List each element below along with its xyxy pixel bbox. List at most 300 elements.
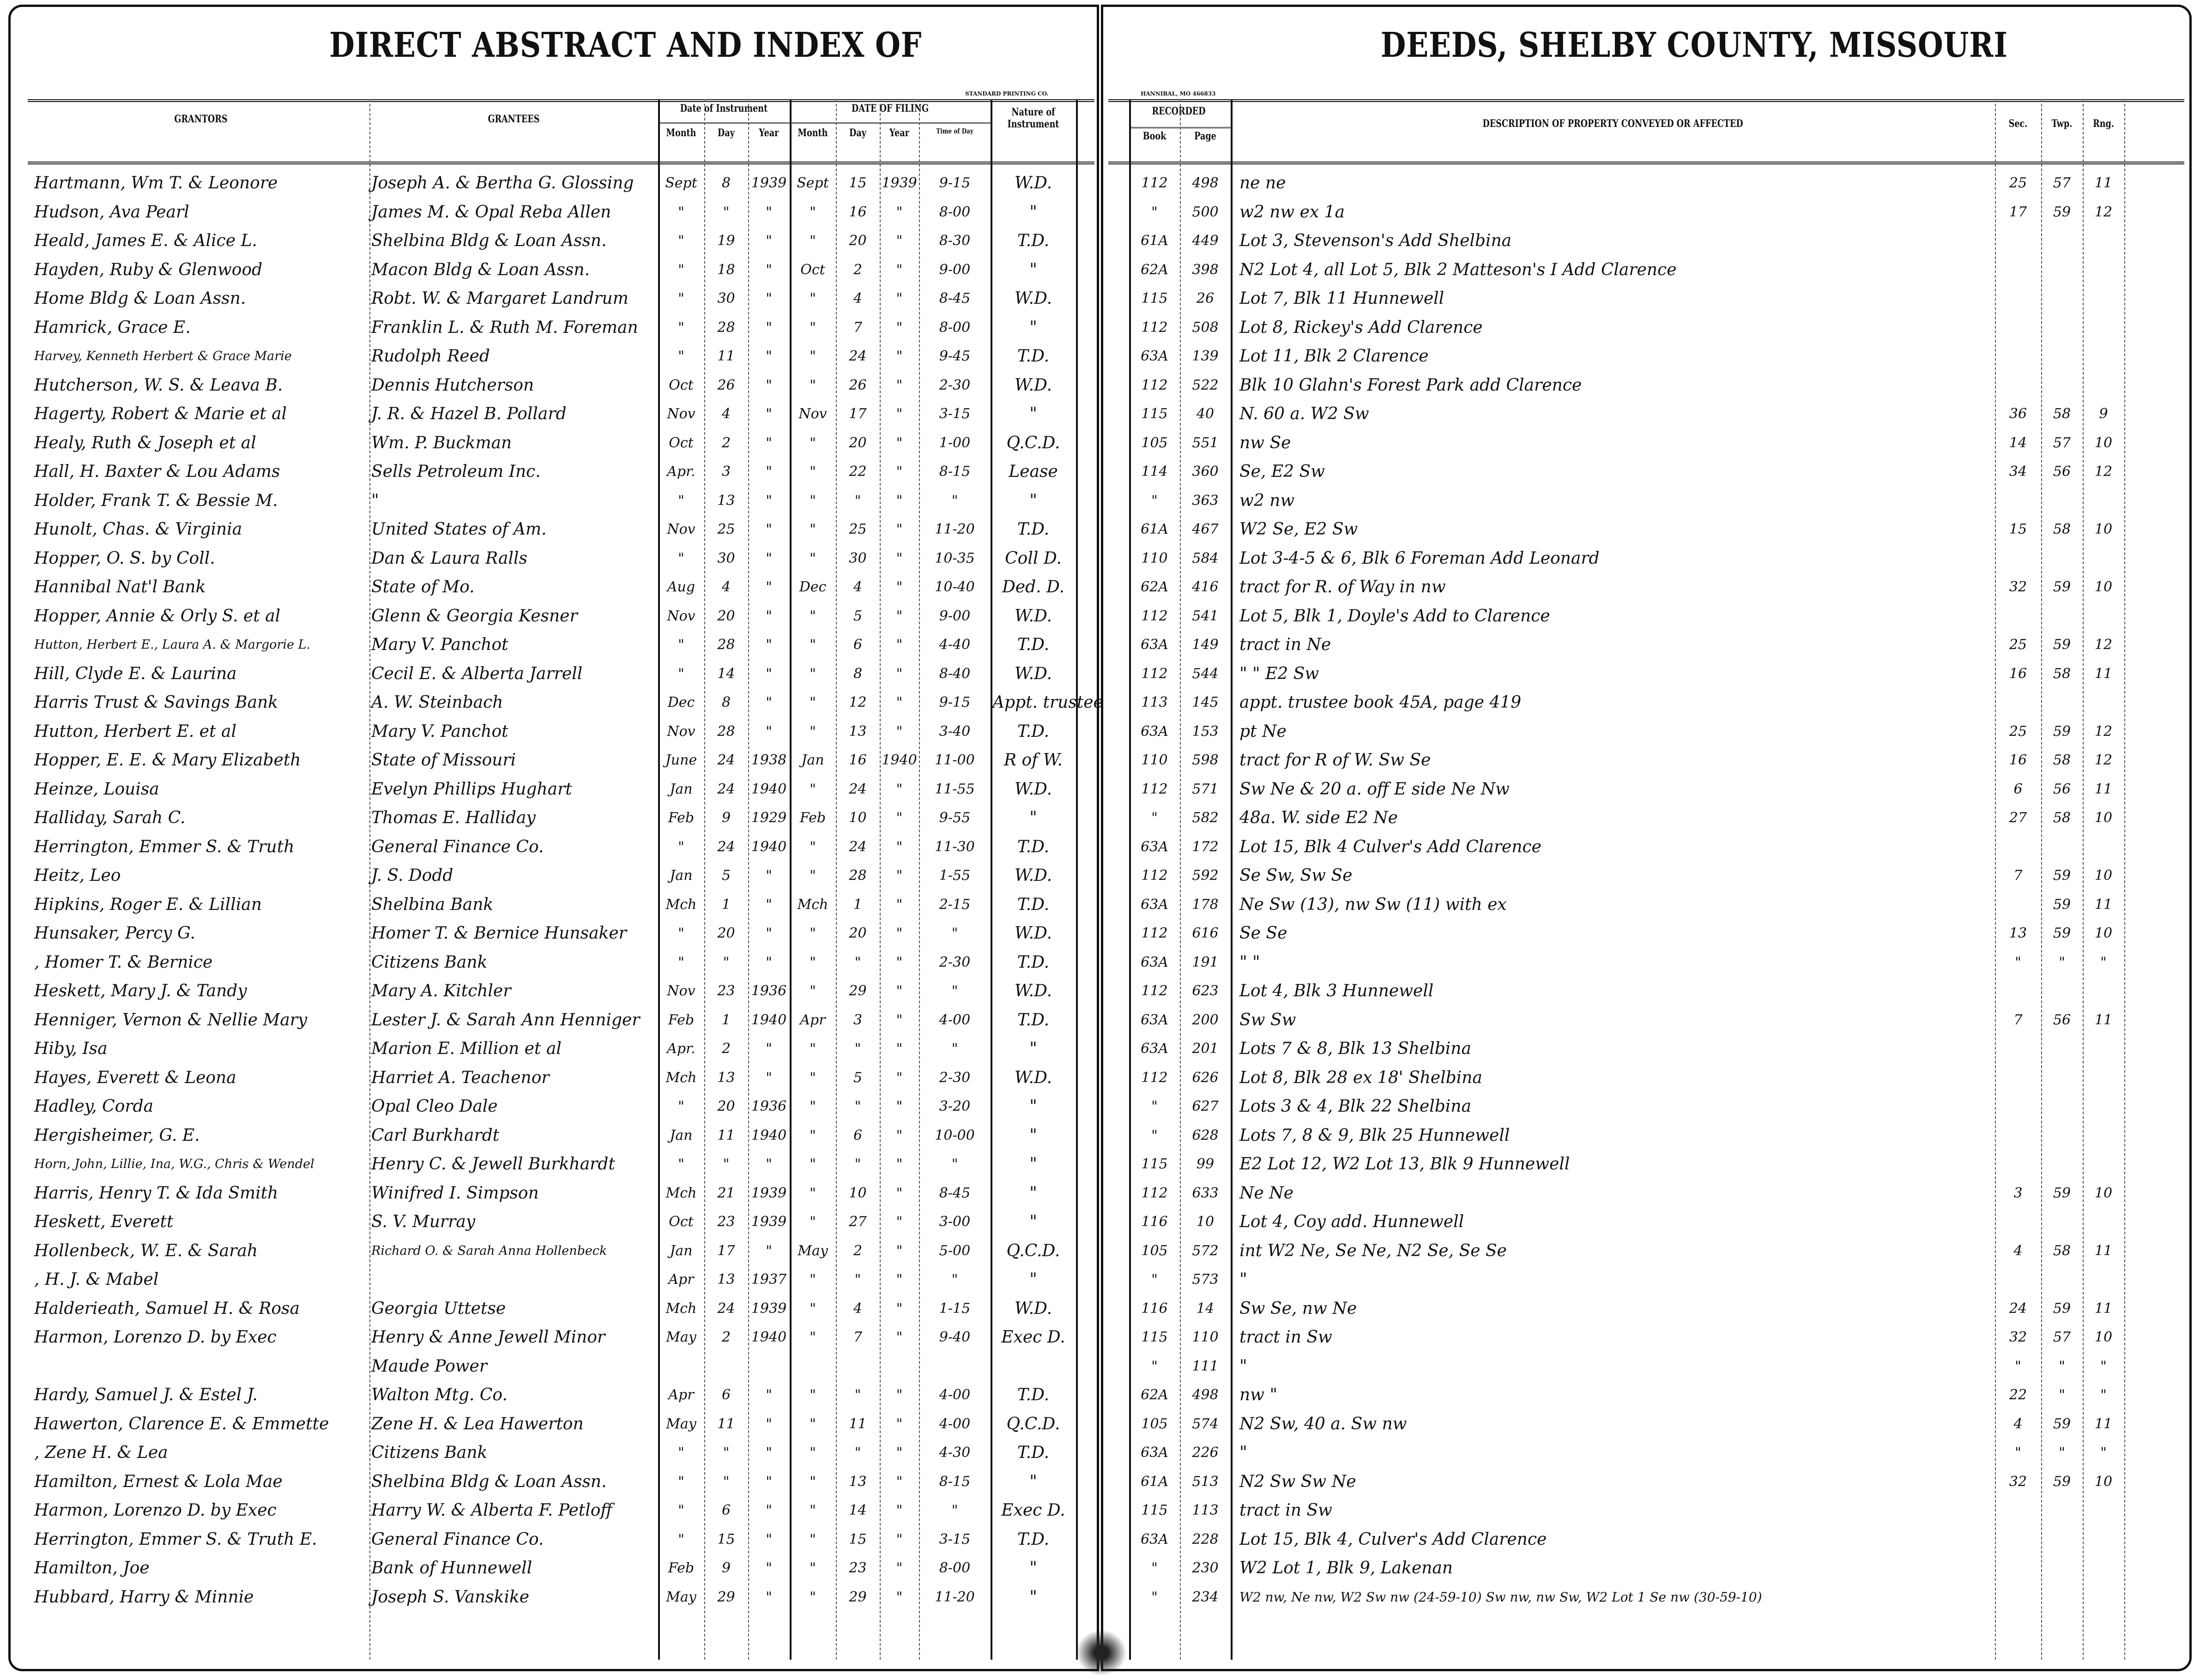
cell-file-month: "	[810, 838, 816, 855]
cell-nature: W.D.	[1014, 779, 1052, 799]
cell-book: 112	[1141, 983, 1168, 999]
cell-nature: "	[1029, 404, 1037, 423]
cell-grantor: Hall, H. Baxter & Lou Adams	[34, 462, 280, 481]
cell-book: "	[1151, 1127, 1158, 1144]
cell-description: N. 60 a. W2 Sw	[1239, 404, 1369, 423]
cell-file-year: "	[896, 867, 903, 884]
cell-sec: 36	[2009, 406, 2027, 422]
cell-inst-month: Jan	[670, 781, 693, 797]
cell-nature: R of W.	[1003, 751, 1063, 770]
cell-grantee: S. V. Murray	[371, 1212, 476, 1231]
cell-grantor: Hannibal Nat'l Bank	[34, 578, 206, 596]
cell-grantee: Mary V. Panchot	[371, 722, 508, 741]
cell-nature: W.D.	[1014, 1299, 1052, 1318]
cell-page: 10	[1196, 1214, 1215, 1230]
cell-inst-year: "	[766, 319, 772, 336]
cell-time: 3-20	[939, 1098, 971, 1114]
cell-file-day: 26	[849, 377, 867, 393]
cell-description: appt. trustee book 45A, page 419	[1239, 693, 1522, 712]
cell-grantee: Zene H. & Lea Hawerton	[371, 1414, 584, 1433]
cell-rng	[2085, 977, 2122, 1006]
cell-file-month: "	[810, 637, 816, 653]
cell-grantee: Winifred I. Simpson	[371, 1183, 539, 1203]
cell-rng: "	[2100, 1358, 2107, 1374]
cell-inst-day: "	[723, 204, 730, 220]
cell-grantor: Halliday, Sarah C.	[34, 808, 186, 827]
cell-file-month: May	[798, 1242, 828, 1259]
cell-time: 2-15	[939, 896, 971, 913]
cell-grantor: Hiby, Isa	[34, 1039, 108, 1058]
cell-twp	[2043, 487, 2081, 515]
cell-file-year: "	[896, 810, 903, 826]
column-rule	[836, 99, 837, 1660]
cell-book: "	[1151, 1560, 1158, 1576]
cell-inst-day: 14	[717, 665, 735, 682]
cell-time: 8-45	[939, 1185, 971, 1201]
cell-rng: 12	[2094, 464, 2113, 480]
cell-grantor: Hamrick, Grace E.	[34, 318, 191, 337]
cell-page: 541	[1192, 608, 1219, 624]
cell-book: "	[1151, 810, 1158, 826]
cell-page: 500	[1192, 204, 1219, 220]
cell-page: 360	[1192, 464, 1219, 480]
cell-inst-year: "	[766, 406, 772, 422]
cell-inst-year: 1936	[751, 983, 787, 999]
cell-time: 3-15	[939, 406, 971, 422]
cell-description: w2 nw	[1239, 491, 1295, 510]
cell-book: 114	[1141, 464, 1168, 480]
cell-sec	[1997, 487, 2039, 515]
cell-file-day: 8	[853, 665, 863, 682]
cell-book: 63A	[1141, 723, 1168, 740]
header-grantees: GRANTEES	[488, 113, 540, 125]
cell-grantee: Homer T. & Bernice Hunsaker	[371, 924, 627, 943]
cell-inst-month: Nov	[667, 406, 695, 422]
cell-file-year: "	[896, 1098, 903, 1114]
cell-file-day: 24	[849, 781, 867, 797]
cell-file-month	[792, 1352, 834, 1381]
cell-book: 63A	[1141, 1041, 1168, 1057]
cell-description: Lot 15, Blk 4, Culver's Add Clarence	[1239, 1529, 1547, 1549]
cell-grantee: Citizens Bank	[371, 1443, 488, 1462]
cell-file-day: 13	[849, 1473, 867, 1490]
cell-file-month: Jan	[801, 752, 824, 768]
cell-file-year: "	[896, 1473, 903, 1490]
cell-inst-year	[750, 1352, 788, 1381]
cell-page: 627	[1192, 1098, 1219, 1114]
cell-time: 2-30	[939, 377, 971, 393]
cell-file-month: "	[810, 377, 816, 393]
cell-grantor: Hopper, O. S. by Coll.	[34, 548, 215, 568]
cell-inst-month: "	[678, 348, 684, 364]
cell-sec: 4	[2013, 1415, 2023, 1432]
cell-nature: W.D.	[1014, 982, 1052, 1000]
cell-file-day: 27	[849, 1214, 867, 1230]
cell-grantee: Mary A. Kitchler	[371, 982, 511, 1000]
cell-time: 11-30	[935, 838, 975, 855]
cell-file-month: Nov	[798, 406, 827, 422]
cell-file-year: "	[896, 348, 903, 364]
cell-grantor: Hill, Clyde E. & Laurina	[34, 664, 237, 683]
cell-sec	[1997, 342, 2039, 371]
cell-file-year: "	[896, 954, 903, 970]
cell-nature: T.D.	[1017, 1529, 1050, 1549]
column-rule	[2041, 99, 2042, 1660]
cell-inst-day: 3	[721, 464, 731, 480]
cell-grantor: Hadley, Corda	[34, 1097, 154, 1116]
cell-inst-month: "	[678, 1502, 684, 1518]
cell-rng: 10	[2094, 867, 2113, 884]
cell-grantee: United States of Am.	[371, 520, 547, 539]
cell-sec	[1997, 284, 2039, 313]
cell-sec: 14	[2009, 434, 2027, 451]
cell-file-day: 10	[849, 810, 867, 826]
cell-time: 9-55	[939, 810, 971, 826]
cell-rng: 10	[2094, 925, 2113, 941]
cell-inst-year: "	[766, 579, 772, 595]
cell-grantor: Heald, James E. & Alice L.	[34, 231, 257, 250]
cell-sec	[1997, 227, 2039, 255]
cell-file-day: 29	[849, 983, 867, 999]
cell-sec: 3	[2013, 1185, 2023, 1201]
cell-inst-month: "	[678, 1531, 684, 1548]
cell-sec: "	[2015, 1445, 2021, 1461]
cell-file-day: 15	[849, 1531, 867, 1548]
cell-file-month: "	[810, 925, 816, 941]
cell-inst-month: "	[678, 1156, 684, 1172]
cell-twp	[2043, 1092, 2081, 1121]
cell-nature: T.D.	[1017, 1443, 1050, 1462]
cell-book: 63A	[1141, 1445, 1168, 1461]
cell-rng	[2085, 1121, 2122, 1150]
cell-file-year: "	[896, 1502, 903, 1518]
cell-grantee: Shelbina Bank	[371, 895, 494, 914]
cell-twp	[2043, 1035, 2081, 1063]
header-date-of-instrument: Date of Instrument	[680, 102, 768, 114]
cell-file-year: "	[896, 1041, 903, 1057]
cell-inst-month: "	[678, 319, 684, 336]
cell-nature: "	[1029, 808, 1037, 827]
header-book: Book	[1142, 130, 1166, 142]
cell-book: 62A	[1141, 1387, 1168, 1403]
cell-book: 112	[1141, 925, 1168, 941]
cell-inst-year: 1939	[751, 175, 787, 191]
cell-page: 467	[1192, 521, 1219, 537]
cell-sec	[1997, 1554, 2039, 1583]
cell-file-day: 13	[849, 723, 867, 740]
cell-sec	[1997, 1496, 2039, 1525]
cell-inst-year: "	[766, 377, 772, 393]
cell-description: w2 nw ex 1a	[1239, 202, 1345, 222]
cell-inst-year: 1940	[751, 1127, 787, 1144]
cell-sec	[1997, 1208, 2039, 1236]
cell-book: 63A	[1141, 1012, 1168, 1028]
cell-inst-year: 1940	[751, 838, 787, 855]
cell-inst-year: "	[766, 1069, 772, 1086]
cell-grantee: General Finance Co.	[371, 837, 544, 856]
cell-nature: Ded. D.	[1002, 578, 1065, 596]
cell-nature: T.D.	[1017, 635, 1050, 654]
cell-rng: 11	[2094, 1415, 2113, 1432]
cell-rng: 10	[2094, 521, 2113, 537]
cell-time: 2-30	[939, 954, 971, 970]
cell-grantee: Richard O. & Sarah Anna Hollenbeck	[371, 1243, 607, 1258]
cell-page: 363	[1192, 492, 1219, 509]
cell-twp	[2043, 342, 2081, 371]
cell-nature: Appt. trustee	[992, 693, 1103, 712]
cell-description: nw Se	[1239, 433, 1291, 452]
cell-grantor: Harris, Henry T. & Ida Smith	[34, 1183, 278, 1203]
cell-grantor: Heskett, Mary J. & Tandy	[34, 982, 247, 1000]
cell-inst-month: "	[678, 1473, 684, 1490]
cell-file-year: 1940	[882, 752, 917, 768]
cell-inst-day: 9	[721, 810, 731, 826]
cell-page: 571	[1192, 781, 1219, 797]
cell-file-day: "	[854, 1041, 861, 1057]
cell-twp: 59	[2053, 579, 2071, 595]
cell-file-year: "	[896, 1387, 903, 1403]
cell-file-year: "	[896, 608, 903, 624]
cell-nature: Q.C.D.	[1006, 433, 1060, 452]
binding-stain	[1076, 1630, 1127, 1676]
cell-time: 4-30	[939, 1445, 971, 1461]
cell-twp	[2043, 284, 2081, 313]
cell-sec: 16	[2009, 665, 2027, 682]
cell-inst-year: "	[766, 1589, 772, 1605]
cell-inst-day: 28	[717, 723, 735, 740]
cell-sec	[1997, 977, 2039, 1006]
header-sec: Sec.	[2008, 118, 2028, 130]
cell-description: tract in Sw	[1239, 1328, 1332, 1347]
cell-description: N2 Sw, 40 a. Sw nw	[1239, 1414, 1407, 1433]
left-page-title: DIRECT ABSTRACT AND INDEX OF	[329, 25, 922, 65]
cell-inst-year: "	[766, 204, 772, 220]
cell-book: 63A	[1141, 637, 1168, 653]
cell-file-month: "	[810, 1098, 816, 1114]
cell-description: Se Se	[1239, 924, 1287, 943]
cell-file-month: "	[810, 492, 816, 509]
cell-inst-year: "	[766, 434, 772, 451]
cell-time: 8-40	[939, 665, 971, 682]
cell-inst-day: 2	[721, 1041, 731, 1057]
cell-page: 513	[1192, 1473, 1219, 1490]
cell-grantee: Evelyn Phillips Hughart	[371, 779, 572, 799]
cell-inst-day: "	[723, 1156, 730, 1172]
cell-rng: 12	[2094, 752, 2113, 768]
cell-time: "	[951, 983, 958, 999]
cell-time: 4-40	[939, 637, 971, 653]
cell-grantor: Hollenbeck, W. E. & Sarah	[34, 1241, 258, 1260]
cell-rng	[2085, 833, 2122, 861]
cell-book: 110	[1141, 752, 1168, 768]
cell-description: Lot 3-4-5 & 6, Blk 6 Foreman Add Leonard	[1239, 548, 1600, 568]
cell-grantor: Horn, John, Lillie, Ina, W.G., Chris & Wendel	[34, 1157, 314, 1171]
cell-rng	[2085, 1525, 2122, 1554]
cell-description: Sw Ne & 20 a. off E side Ne Nw	[1239, 779, 1510, 799]
cell-inst-month: Jan	[670, 867, 693, 884]
cell-description: tract in Sw	[1239, 1501, 1332, 1520]
cell-rng	[2085, 313, 2122, 342]
header-bottom-rule-right	[1108, 162, 2184, 164]
cell-grantor: Healy, Ruth & Joseph et al	[34, 433, 256, 452]
cell-page: 573	[1192, 1271, 1219, 1288]
cell-file-year: "	[896, 521, 903, 537]
cell-page: 226	[1192, 1445, 1219, 1461]
cell-book: "	[1151, 1098, 1158, 1114]
column-rule	[1076, 99, 1078, 1660]
cell-twp	[2043, 1064, 2081, 1092]
cell-inst-month: June	[665, 752, 697, 768]
cell-file-day: "	[854, 1445, 861, 1461]
cell-inst-month: Jan	[670, 1242, 693, 1259]
cell-description: tract for R. of Way in nw	[1239, 578, 1446, 596]
cell-file-year: "	[896, 1127, 903, 1144]
cell-rng: 10	[2094, 1329, 2113, 1345]
cell-sec: 32	[2009, 1329, 2027, 1345]
cell-twp: "	[2059, 954, 2065, 970]
cell-nature: T.D.	[1017, 231, 1050, 250]
cell-inst-month: Mch	[665, 1185, 697, 1201]
cell-inst-month: Apr.	[667, 1041, 695, 1057]
cell-inst-year: "	[766, 348, 772, 364]
cell-grantor: Henniger, Vernon & Nellie Mary	[34, 1010, 308, 1030]
cell-book: "	[1151, 1358, 1158, 1374]
cell-file-day: 16	[849, 752, 867, 768]
cell-inst-month: "	[678, 290, 684, 307]
cell-book: 105	[1141, 1415, 1168, 1432]
cell-file-day: 11	[849, 1415, 867, 1432]
header-inst-year: Year	[759, 127, 779, 139]
cell-twp	[2043, 1583, 2081, 1612]
cell-twp	[2043, 1525, 2081, 1554]
cell-inst-day: 1	[721, 896, 731, 913]
cell-twp: 56	[2053, 781, 2071, 797]
cell-inst-day: "	[723, 1473, 730, 1490]
cell-time: 3-15	[939, 1531, 971, 1548]
cell-grantee: Opal Cleo Dale	[371, 1097, 498, 1116]
cell-grantee: Henry C. & Jewell Burkhardt	[371, 1155, 615, 1174]
cell-grantor: Herrington, Emmer S. & Truth E.	[34, 1529, 317, 1549]
cell-nature: W.D.	[1014, 924, 1052, 943]
cell-file-day: "	[854, 1271, 861, 1288]
cell-page: 498	[1192, 175, 1219, 191]
cell-grantor: Hutton, Herbert E. et al	[34, 722, 236, 741]
cell-inst-day: 24	[717, 752, 735, 768]
cell-inst-month: Apr.	[667, 464, 695, 480]
cell-grantor: Heitz, Leo	[34, 866, 121, 885]
cell-inst-year: 1939	[751, 1214, 787, 1230]
cell-description: tract for R of W. Sw Se	[1239, 751, 1431, 770]
cell-file-month: "	[810, 521, 816, 537]
cell-inst-year: "	[766, 954, 772, 970]
cell-file-year: "	[896, 1156, 903, 1172]
header-date-of-filing: DATE OF FILING	[851, 102, 929, 114]
cell-file-month: Dec	[799, 579, 827, 595]
cell-grantor: Hopper, Annie & Orly S. et al	[34, 606, 281, 626]
cell-twp	[2043, 371, 2081, 400]
cell-inst-year: "	[766, 492, 772, 509]
cell-rng: 11	[2094, 1012, 2113, 1028]
cell-inst-year: "	[766, 1502, 772, 1518]
cell-rng	[2085, 1035, 2122, 1063]
cell-grantee: J. R. & Hazel B. Pollard	[371, 404, 567, 423]
cell-nature: Q.C.D.	[1006, 1241, 1060, 1260]
cell-page: 522	[1192, 377, 1219, 393]
cell-file-year: "	[896, 1185, 903, 1201]
cell-time: 1-15	[939, 1300, 971, 1317]
cell-inst-month: "	[678, 204, 684, 220]
cell-rng: 12	[2094, 723, 2113, 740]
cell-nature: T.D.	[1017, 722, 1050, 741]
cell-file-day: 10	[849, 1185, 867, 1201]
cell-nature: Exec D.	[1001, 1501, 1065, 1520]
column-rule	[919, 99, 920, 1660]
cell-book: 62A	[1141, 579, 1168, 595]
cell-twp	[2043, 1265, 2081, 1294]
cell-rng	[2085, 256, 2122, 284]
cell-rng: 12	[2094, 637, 2113, 653]
cell-inst-day: 8	[721, 694, 731, 711]
column-rule	[369, 99, 370, 1660]
cell-nature: Q.C.D.	[1006, 1414, 1060, 1433]
cell-page: 616	[1192, 925, 1219, 941]
cell-inst-year: 1938	[751, 752, 787, 768]
cell-description: N2 Lot 4, all Lot 5, Blk 2 Matteson's I Add Clarence	[1239, 260, 1677, 279]
cell-inst-month: Feb	[668, 810, 695, 826]
cell-twp: 58	[2053, 665, 2071, 682]
cell-inst-day: 30	[717, 290, 735, 307]
cell-description: Lot 3, Stevenson's Add Shelbina	[1239, 231, 1512, 250]
cell-nature: "	[1029, 1155, 1037, 1174]
cell-file-year: "	[896, 434, 903, 451]
cell-inst-year: "	[766, 608, 772, 624]
cell-sec	[1997, 1583, 2039, 1612]
cell-file-year: "	[896, 233, 903, 249]
cell-nature: "	[1029, 1270, 1037, 1289]
cell-file-day: "	[854, 954, 861, 970]
cell-inst-day: 17	[717, 1242, 735, 1259]
cell-inst-year: "	[766, 1531, 772, 1548]
header-file-year: Year	[889, 127, 909, 139]
cell-rng	[2085, 371, 2122, 400]
cell-description: Lot 11, Blk 2 Clarence	[1239, 347, 1429, 366]
cell-time: 3-40	[939, 723, 971, 740]
cell-rng	[2085, 1064, 2122, 1092]
cell-page: 145	[1192, 694, 1219, 711]
cell-twp	[2043, 1554, 2081, 1583]
cell-file-year: "	[896, 1271, 903, 1288]
cell-nature: W.D.	[1014, 606, 1052, 626]
cell-file-day: 5	[853, 1069, 863, 1086]
cell-inst-month: Oct	[669, 1214, 694, 1230]
cell-inst-month: Apr	[668, 1271, 694, 1288]
cell-rng: 11	[2094, 1300, 2113, 1317]
cell-grantee: Macon Bldg & Loan Assn.	[371, 260, 590, 279]
cell-nature: T.D.	[1017, 520, 1050, 539]
cell-time: 8-00	[939, 1560, 971, 1576]
cell-nature: T.D.	[1017, 952, 1050, 972]
cell-inst-month: May	[666, 1589, 696, 1605]
cell-page: 40	[1196, 406, 1215, 422]
cell-file-year: "	[896, 492, 903, 509]
cell-file-month: "	[810, 954, 816, 970]
header-nature: Nature of Instrument	[1007, 106, 1059, 130]
cell-rng	[2085, 1265, 2122, 1294]
cell-file-year: "	[896, 896, 903, 913]
cell-grantee: Marion E. Million et al	[371, 1039, 562, 1058]
cell-grantee: Robt. W. & Margaret Landrum	[371, 289, 629, 308]
cell-time: 3-00	[939, 1214, 971, 1230]
